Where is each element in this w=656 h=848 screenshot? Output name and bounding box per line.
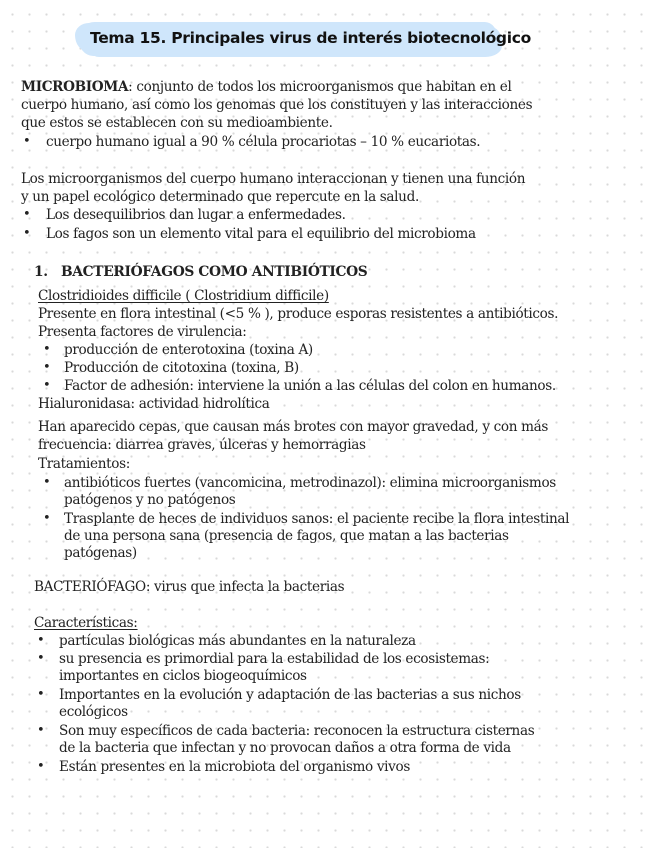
microbioma-bullet: cuerpo humano igual a 90 % célula procariotas – 10 % eucariotas. [46, 134, 481, 150]
title-banner [78, 20, 531, 58]
bullet-icon: • [43, 342, 51, 357]
bullet-icon: • [23, 207, 31, 222]
para2-line-2: y un papel ecológico determinado que repercute en la salud. [21, 189, 419, 205]
virulence-item-1: producción de enterotoxina (toxina A) [64, 342, 313, 358]
treatment-2-line-1: Trasplante de heces de individuos sanos: el paciente recibe la flora intestinal [64, 511, 570, 527]
treatment-2-line-2: de una persona sana (presencia de fagos, que matan a las bacterias [64, 528, 509, 544]
caracteristicas-label: Características: [34, 615, 138, 631]
characteristic-5: Están presentes en la microbiota del organismo vivos [59, 759, 410, 775]
bullet-icon: • [23, 226, 31, 241]
bullet-icon: • [23, 134, 31, 149]
characteristic-2-line-1: su presencia es primordial para la estabilidad de los ecosistemas: [59, 651, 490, 667]
page-title: Tema 15. Principales virus de interés biotecnológico [90, 29, 531, 47]
bullet-icon: • [37, 633, 45, 648]
treatment-2-line-3: patógenas) [64, 545, 137, 561]
characteristic-3-line-1: Importantes en la evolución y adaptación de las bacterias a sus nichos [59, 687, 521, 703]
tratamientos-label: Tratamientos: [38, 456, 130, 472]
cepas-line-2: frecuencia: diarrea graves, úlceras y hemorragias [38, 437, 366, 453]
para2-line-1: Los microorganismos del cuerpo humano interaccionan y tienen una función [21, 171, 526, 187]
presente-line: Presente en flora intestinal (<5 % ), produce esporas resistentes a antibióticos. [38, 306, 559, 322]
characteristic-3-line-2: ecológicos [59, 704, 128, 720]
characteristic-1: partículas biológicas más abundantes en la naturaleza [59, 633, 416, 649]
microbioma-line-3: que estos se establecen con su medioambiente. [21, 115, 333, 131]
virulence-item-3: Factor de adhesión: interviene la unión a las células del colon en humanos. [64, 378, 556, 394]
bullet-icon: • [37, 723, 45, 738]
microbioma-line-1 [21, 79, 511, 97]
para2-bullet-1: Los desequilibrios dan lugar a enfermedades. [46, 207, 346, 223]
characteristic-4-line-1: Son muy específicos de cada bacteria: reconocen la estructura cisternas [59, 723, 535, 739]
bullet-icon: • [37, 759, 45, 774]
treatment-1-line-2: patógenos y no patógenos [64, 492, 236, 508]
bullet-icon: • [43, 360, 51, 375]
bullet-icon: • [43, 475, 51, 490]
species-name: Clostridioides difficile ( Clostridium difficile) [38, 288, 329, 304]
microbioma-term: MICROBIOMA [21, 79, 129, 95]
section-heading: BACTERIÓFAGOS COMO ANTIBIÓTICOS [61, 264, 368, 280]
microbioma-line-2: cuerpo humano, así como los genomas que los constituyen y las interacciones [21, 97, 533, 113]
bacteriofago-definition: BACTERIÓFAGO: virus que infecta la bacterias [34, 579, 345, 595]
bullet-icon: • [43, 511, 51, 526]
virulence-item-2: Producción de citotoxina (toxina, B) [64, 360, 299, 376]
bullet-icon: • [43, 378, 51, 393]
hialuronidasa-line: Hialuronidasa: actividad hidrolítica [38, 396, 270, 412]
characteristic-2-line-2: importantes en ciclos biogeoquímicos [59, 668, 307, 684]
para2-bullet-2: Los fagos son un elemento vital para el equilibrio del microbioma [46, 226, 476, 242]
cepas-line-1: Han aparecido cepas, que causan más brotes con mayor gravedad, y con más [38, 419, 549, 435]
microbioma-definition: : conjunto de todos los microorganismos que habitan en el [128, 79, 512, 95]
treatment-1-line-1: antibióticos fuertes (vancomicina, metrodinazol): elimina microorganismos [64, 475, 556, 491]
bullet-icon: • [37, 651, 45, 666]
characteristic-4-line-2: de la bacteria que infectan y no provocan daños a otra forma de vida [59, 740, 511, 756]
section-number: 1. [34, 264, 48, 280]
bullet-icon: • [37, 687, 45, 702]
factores-line: Presenta factores de virulencia: [38, 324, 247, 340]
